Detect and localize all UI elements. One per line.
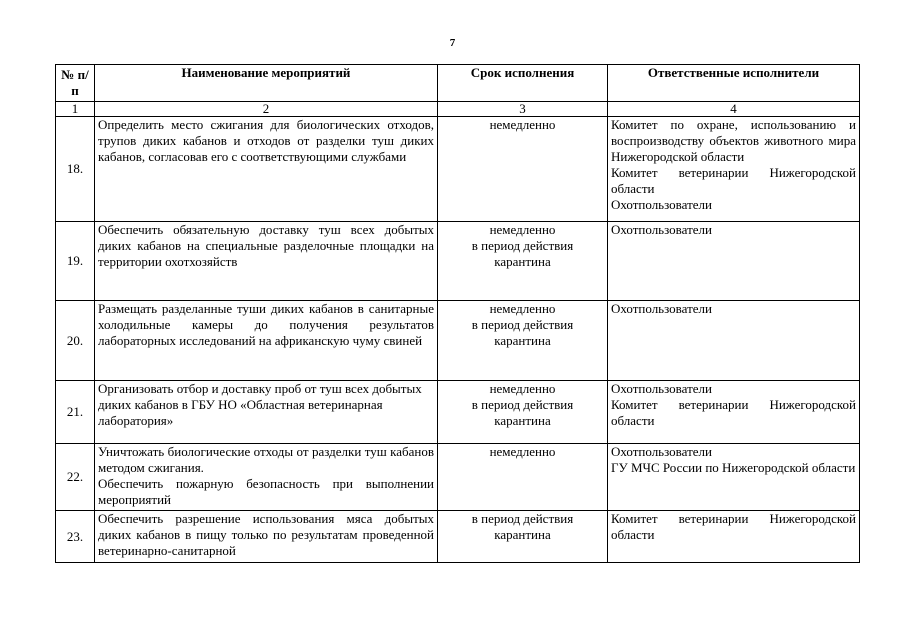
row-responsible (608, 511, 860, 563)
table-row (56, 444, 860, 511)
deadline-line: немедленно (489, 117, 556, 132)
measures-table (55, 64, 860, 563)
table-row (56, 117, 860, 222)
deadline-line: в период действия (471, 511, 574, 526)
row-number: 20. (56, 301, 95, 381)
row-responsible (608, 444, 860, 511)
row-responsible (608, 117, 860, 222)
responsible-line: Комитет ветеринарии Нижегородской области (611, 511, 856, 542)
column-index: 1 (56, 102, 95, 117)
deadline-line: в период действия (471, 317, 574, 332)
row-action: Размещать разделанные туши диких кабанов в санитарные холодильные камеры до получения результатов лабораторных исследований на африканскую чуму свиней (95, 301, 438, 381)
header-row (56, 65, 860, 102)
page-number: 7 (449, 37, 456, 49)
row-deadline (438, 301, 608, 381)
deadline-line: карантина (494, 254, 551, 269)
column-index-row (56, 102, 860, 117)
deadline-line: карантина (494, 413, 551, 428)
row-number: 23. (56, 511, 95, 563)
row-number: 21. (56, 381, 95, 444)
action-paragraph: Обеспечить пожарную безопасность при выполнении мероприятий (98, 476, 434, 507)
row-responsible (608, 222, 860, 301)
row-number: 22. (56, 444, 95, 511)
row-number: 18. (56, 117, 95, 222)
column-index: 3 (438, 102, 608, 117)
row-deadline (438, 117, 608, 222)
responsible-line: Комитет ветеринарии Нижегородской области (611, 397, 856, 428)
row-number: 19. (56, 222, 95, 301)
deadline-line: немедленно (489, 444, 556, 459)
row-deadline (438, 222, 608, 301)
row-deadline (438, 381, 608, 444)
action-paragraph: Уничтожать биологические отходы от разделки туш кабанов методом сжигания. (98, 444, 434, 475)
row-responsible (608, 301, 860, 381)
row-action: Определить место сжигания для биологических отходов, трупов диких кабанов и отходов от разделки туш диких кабанов, согласовав его с соответствующими службами (95, 117, 438, 222)
responsible-line: Охотпользователи (611, 301, 712, 316)
responsible-line: ГУ МЧС России по Нижегородской области (611, 460, 856, 475)
deadline-line: немедленно (489, 301, 556, 316)
deadline-line: немедленно (489, 222, 556, 237)
responsible-line: Охотпользователи (611, 197, 712, 212)
table-row (56, 381, 860, 444)
deadline-line: карантина (494, 527, 551, 542)
row-responsible (608, 381, 860, 444)
header-number: № п/п (56, 65, 95, 102)
deadline-line: немедленно (489, 381, 556, 396)
deadline-line: в период действия (471, 397, 574, 412)
responsible-line: Охотпользователи (611, 444, 712, 459)
deadline-line: карантина (494, 333, 551, 348)
header-action: Наименование мероприятий (95, 65, 438, 102)
column-index: 2 (95, 102, 438, 117)
table-row (56, 301, 860, 381)
row-deadline (438, 444, 608, 511)
responsible-line: Комитет по охране, использованию и воспроизводству объектов животного мира Нижегородской области (611, 117, 856, 164)
row-action: Обеспечить обязательную доставку туш всех добытых диких кабанов на специальные разделочные площадки на территории охотхозяйств (95, 222, 438, 301)
row-action: Организовать отбор и доставку проб от туш всех добытых диких кабанов в ГБУ НО «Областная ветеринарная лаборатория» (95, 381, 438, 444)
responsible-line: Охотпользователи (611, 222, 712, 237)
responsible-line: Охотпользователи (611, 381, 712, 396)
responsible-line: Комитет ветеринарии Нижегородской области (611, 165, 856, 196)
row-action (95, 444, 438, 511)
row-deadline (438, 511, 608, 563)
table-row (56, 222, 860, 301)
header-deadline: Срок исполнения (438, 65, 608, 102)
column-index: 4 (608, 102, 860, 117)
row-action: Обеспечить разрешение использования мяса добытых диких кабанов в пищу только по результатам проведенной ветеринарно-санитарной (95, 511, 438, 563)
table-row (56, 511, 860, 563)
header-responsible: Ответственные исполнители (608, 65, 860, 102)
deadline-line: в период действия (471, 238, 574, 253)
